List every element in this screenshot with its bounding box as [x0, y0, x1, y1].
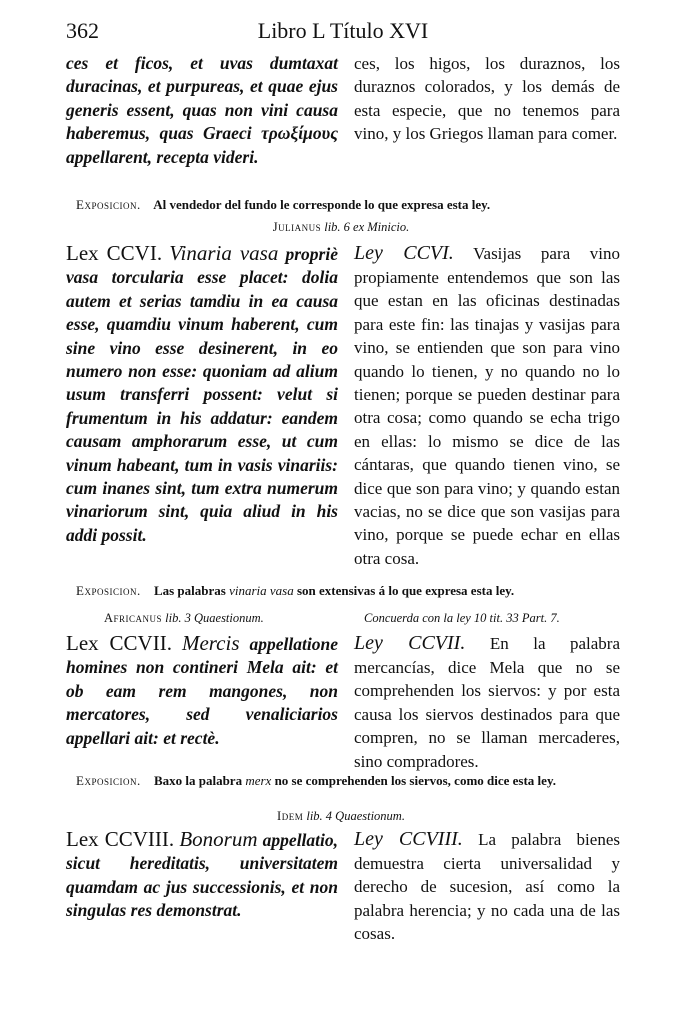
ley-body: La palabra bienes demuestra cierta universalidad y derecho de sucesion, así como la palabra herencia; y no cada una de las cosas.: [354, 830, 620, 944]
exposicion-text: no se comprehenden los siervos, como dice esta ley.: [274, 773, 556, 788]
spanish-column: [354, 630, 620, 773]
continuation-block: [66, 52, 620, 192]
exposicion-text: Baxo la palabra: [153, 773, 243, 788]
latin-column: [66, 826, 338, 923]
lex-number: Lex CCVII.: [66, 631, 172, 655]
law-207: [66, 630, 621, 771]
latin-column: [66, 240, 338, 547]
lex-number: Lex CCVI.: [66, 241, 163, 265]
lex-first-words: Vinaria vasa: [169, 241, 279, 265]
spanish-column: [354, 52, 620, 146]
latin-column: [66, 52, 338, 169]
exposicion-text: Las palabras: [153, 583, 226, 598]
lex-body: appellatione homines non contineri Mela ait: et ob eam rem mangones, non mercatores, sed venaliciarios appellari ait: et rectè.: [66, 634, 338, 748]
law-208: [66, 826, 620, 946]
spanish-text: ces, los higos, los duraznos, los duraznos colorados, y los demás de esta especie, que no tenemos para vino, y los Griegos llaman para comer.: [354, 54, 620, 144]
page-header: [66, 18, 620, 48]
lex-body: propriè vasa torcularia esse placet: dolia autem et serias tamdiu in ea causa esse, quamdiu vinum haberent, cum sine vino esse desinerent, in eo numero non esse: quoniam ad alium usum transferri possent: velut si frumentum in his addatur: eandem causam amphorarum esse, ut cum vinum habeant, tum in vasis vinariis: cum inanes sint, tum extra numerum vinariorum sint, quia aliud in his addi possit.: [66, 244, 338, 545]
lex-first-words: Mercis: [181, 631, 240, 655]
ley-number: Ley CCVI.: [354, 242, 454, 264]
source-ref: lib. 3 Quaestionum.: [165, 611, 264, 625]
exposicion-note: [76, 196, 620, 213]
lex-first-words: Bonorum: [179, 827, 258, 851]
exposicion-term: vinaria vasa: [229, 583, 294, 598]
law-206: [66, 240, 620, 580]
exposicion-note: [76, 772, 620, 789]
spanish-text: [354, 826, 620, 946]
running-title: Libro L Título XVI: [257, 18, 429, 43]
exposicion-label: Exposicion.: [76, 197, 141, 212]
exposicion-label: Exposicion.: [76, 583, 141, 598]
exposicion-term: merx: [245, 773, 272, 788]
ley-body: Vasijas para vino propiamente entendemos que son las que estan en las oficinas destinadas para este fin: las tinajas y vasijas para vino, se entienden que son para vino quando lo tienen, y no quando no lo tienen; porque se pueden destinar para otra cosa; como quando se echa trigo en ellas: lo mismo se dice de las cántaras, que quando tienen vino, se dice que son para vino; y quando estan vacias, no se dice que son vasijas para vino, porque se puede echar en ellas otra cosa.: [354, 244, 620, 568]
ley-number: Ley CCVIII.: [354, 828, 463, 850]
concordance-note: Concuerda con la ley 10 tit. 33 Part. 7.: [364, 611, 560, 625]
source-ref: lib. 6 ex Minicio.: [324, 220, 410, 234]
ley-body: En la palabra mercancías, dice Mela que no se comprehenden los siervos: y por esta causa los siervos destinados para que compren, no se llaman mercaderes, sino compradores.: [354, 634, 621, 771]
spanish-column: [354, 826, 620, 946]
latin-text: [66, 630, 338, 750]
spanish-text: [354, 240, 620, 570]
spanish-column: [354, 240, 620, 570]
source-author: Africanus: [104, 611, 163, 625]
spanish-text: [354, 630, 620, 773]
latin-column: [66, 630, 338, 750]
source-citation: [0, 219, 682, 235]
exposicion-label: Exposicion.: [76, 773, 141, 788]
source-author: Julianus: [272, 220, 322, 234]
latin-text: ces et ficos, et uvas dumtaxat duracinas, et purpureas, et quae ejus generis essent, quas non vini causa haberemus, quas Graeci τρωξίμους appellarent, recepta videri.: [66, 53, 338, 167]
page-number: 362: [66, 18, 99, 43]
source-citation: [104, 610, 264, 626]
ley-number: Ley CCVII.: [354, 632, 466, 654]
exposicion-note: [76, 582, 620, 599]
latin-text: [66, 826, 338, 923]
source-author: Idem: [277, 809, 304, 823]
exposicion-text: Al vendedor del fundo le corresponde lo que expresa esta ley.: [153, 197, 491, 212]
source-ref: lib. 4 Quaestionum.: [306, 809, 405, 823]
latin-text: [66, 240, 338, 547]
lex-number: Lex CCVIII.: [66, 827, 175, 851]
exposicion-text: son extensivas á lo que expresa esta ley.: [296, 583, 515, 598]
source-citation: [0, 808, 682, 824]
lex-body: appellatio, sicut hereditatis, universitatem quamdam ac jus successionis, et non singulas res demonstrat.: [66, 830, 339, 921]
